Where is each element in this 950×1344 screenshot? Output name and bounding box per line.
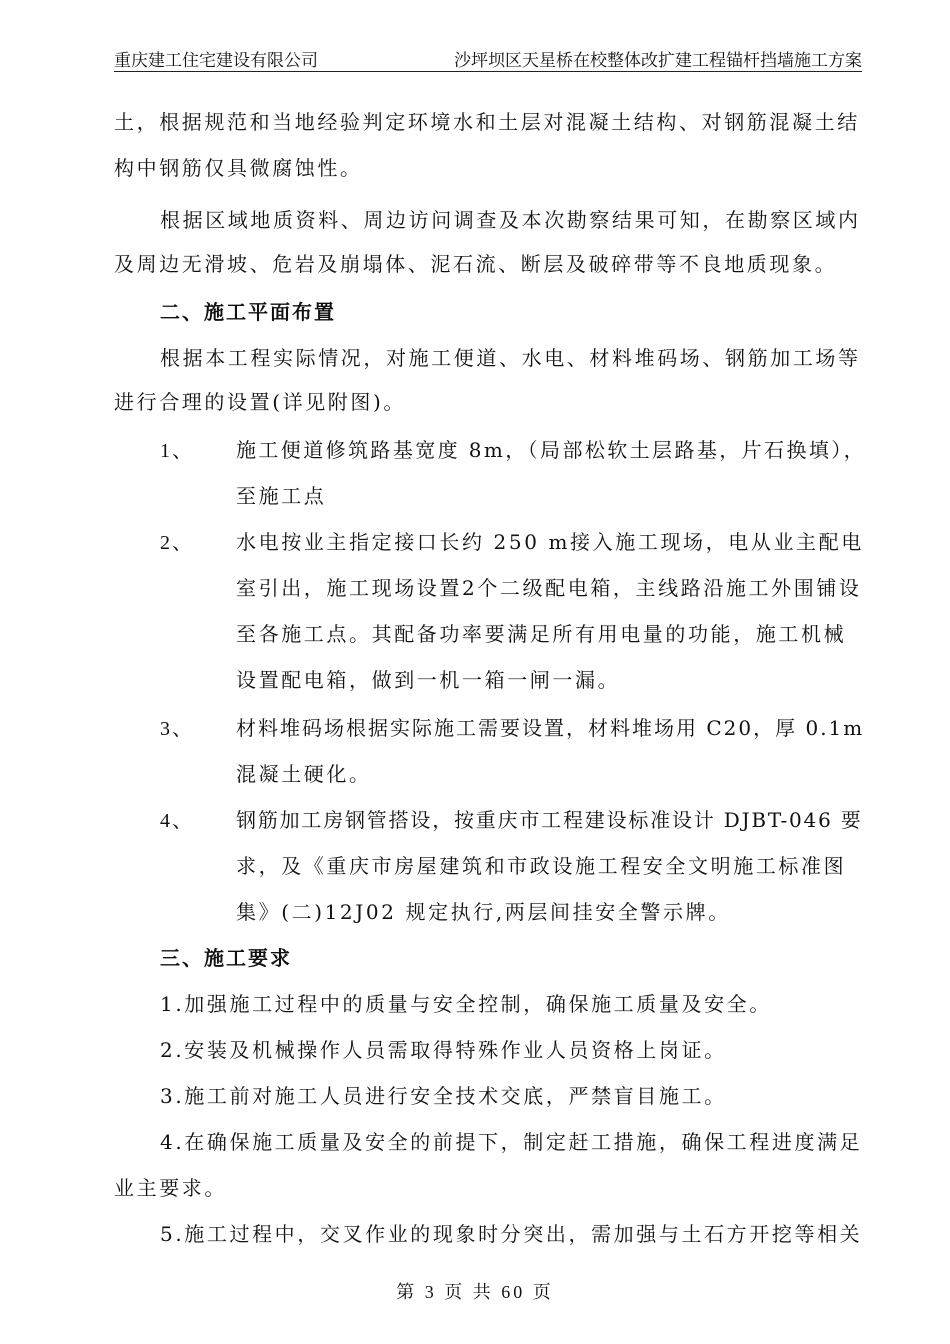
section-heading-layout: 二、施工平面布置 xyxy=(160,300,336,324)
list-item-line: 水电按业主指定接口长约 250 m接入施工现场，电从业主配电 xyxy=(236,530,864,554)
paragraph-line: 根据本工程实际情况，对施工便道、水电、材料堆码场、钢筋加工场等 xyxy=(160,346,861,370)
requirement-line: 3.施工前对施工人员进行安全技术交底，严禁盲目施工。 xyxy=(160,1084,727,1108)
list-item-number: 2、 xyxy=(160,532,194,554)
requirement-line: 1.加强施工过程中的质量与安全控制，确保施工质量及安全。 xyxy=(160,992,772,1016)
paragraph-line: 土，根据规范和当地经验判定环境水和土层对混凝土结构、对钢筋混凝土结 xyxy=(114,110,860,134)
page-header xyxy=(114,40,862,70)
list-item-line: 求，及《重庆市房屋建筑和市政设施工程安全文明施工标准图 xyxy=(236,854,847,878)
requirement-line: 5.施工过程中，交叉作业的现象时分突出，需加强与土石方开挖等相关 xyxy=(160,1222,863,1246)
header-project-title: 沙坪坝区天星桥在校整体改扩建工程锚杆挡墙施工方案 xyxy=(454,51,862,71)
list-item-line: 集》(二)12J02 规定执行,两层间挂安全警示牌。 xyxy=(236,900,731,924)
requirement-line: 4.在确保施工质量及安全的前提下，制定赶工措施，确保工程进度满足 xyxy=(160,1130,863,1154)
list-item-line: 设置配电箱，做到一机一箱一闸一漏。 xyxy=(236,668,621,692)
requirement-line: 2.安装及机械操作人员需取得特殊作业人员资格上岗证。 xyxy=(160,1038,727,1062)
paragraph-line: 构中钢筋仅具微腐蚀性。 xyxy=(114,156,363,180)
paragraph-line: 及周边无滑坡、危岩及崩塌体、泥石流、断层及破碎带等不良地质现象。 xyxy=(114,252,838,276)
list-item-line: 施工便道修筑路基宽度 8m，（局部松软土层路基，片石换填）， xyxy=(236,438,867,462)
list-item-line: 至各施工点。其配备功率要满足所有用电量的功能，施工机械 xyxy=(236,622,847,646)
page-number-footer: 第 3 页 共 60 页 xyxy=(396,1282,554,1302)
list-item-line: 混凝土硬化。 xyxy=(236,762,372,786)
header-company: 重庆建工住宅建设有限公司 xyxy=(114,51,318,71)
list-item-number: 3、 xyxy=(160,718,194,740)
paragraph-line: 进行合理的设置(详见附图)。 xyxy=(114,390,407,414)
list-item-line: 材料堆码场根据实际施工需要设置，材料堆场用 C20，厚 0.1m xyxy=(236,716,865,740)
list-item-line: 至施工点 xyxy=(236,484,327,508)
list-item-line: 室引出，施工现场设置2个二级配电箱，主线路沿施工外围铺设 xyxy=(236,576,862,600)
requirement-line: 业主要求。 xyxy=(114,1176,227,1200)
header-divider xyxy=(114,71,862,72)
list-item-number: 1、 xyxy=(160,440,194,462)
list-item-number: 4、 xyxy=(160,810,194,832)
section-heading-requirements: 三、施工要求 xyxy=(160,946,292,970)
list-item-line: 钢筋加工房钢管搭设，按重庆市工程建设标准设计 DJBT-046 要 xyxy=(236,808,863,832)
paragraph-line: 根据区域地质资料、周边访问调查及本次勘察结果可知，在勘察区域内 xyxy=(160,208,861,232)
